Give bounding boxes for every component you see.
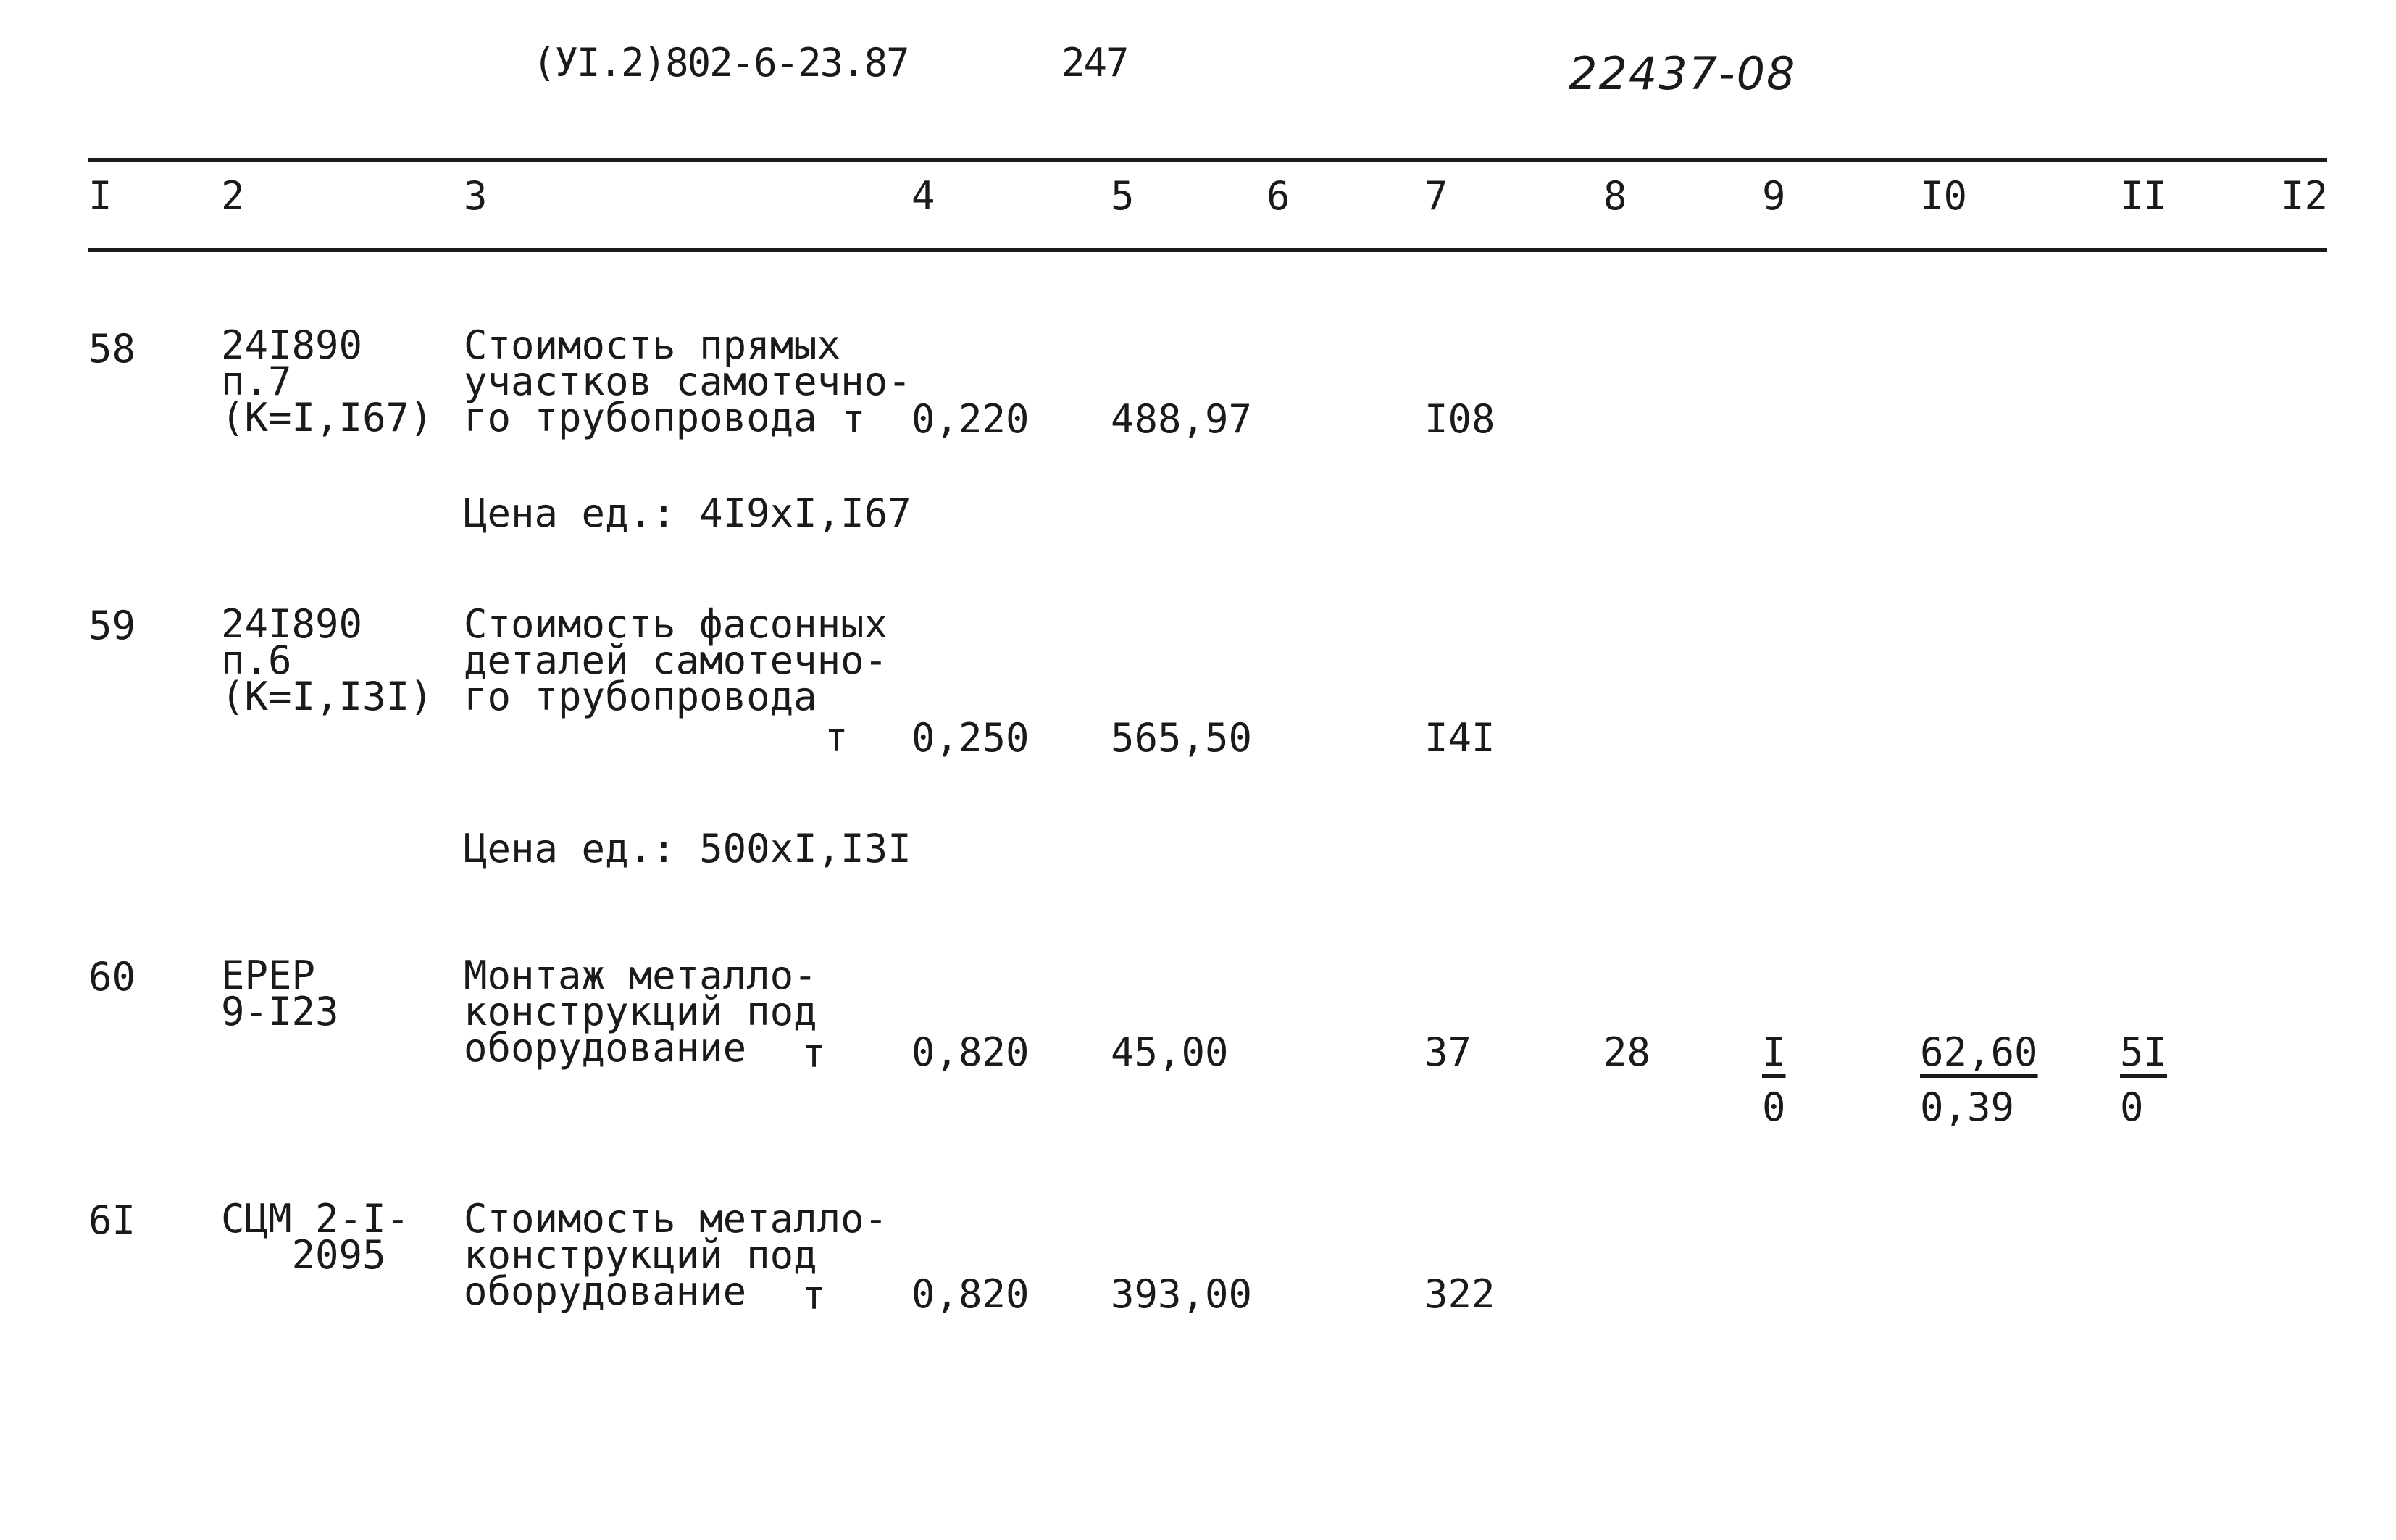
row-unit-price: 45,00 (1111, 1029, 1229, 1075)
column-header-9: 9 (1762, 173, 1786, 219)
row-number: 60 (88, 954, 136, 1000)
row-description: Стоимость прямых участков самотечно- го трубопровода (464, 322, 911, 440)
row-unit: т (825, 715, 848, 761)
row-code: ЕРЕР 9-I23 (221, 953, 339, 1034)
row-total: 322 (1424, 1271, 1495, 1317)
row-col9-bottom: 0 (1762, 1084, 1786, 1130)
row-total: I08 (1424, 396, 1495, 442)
page-number: 247 (1061, 40, 1128, 85)
column-header-6: 6 (1266, 173, 1290, 219)
row-unit: т (802, 1273, 826, 1318)
row-col10-bottom: 0,39 (1920, 1084, 2015, 1130)
row-col10-top: 62,60 (1920, 1029, 2038, 1075)
column-header-3: 3 (464, 173, 488, 219)
row-price-note: Цена ед.: 500хI,I3I (464, 826, 911, 871)
row-price-note: Цена ед.: 4I9хI,I67 (464, 490, 911, 536)
row-description: Стоимость фасонных деталей самотечно- го трубопровода (464, 601, 888, 719)
row-unit: т (802, 1031, 826, 1076)
column-header-4: 4 (911, 173, 935, 219)
column-header-8: 8 (1603, 173, 1627, 219)
column-header-7: 7 (1424, 173, 1448, 219)
column-header-10: I0 (1920, 173, 1968, 219)
header-rule-top (88, 158, 2327, 162)
column-header-12: I2 (2281, 173, 2329, 219)
row-description: Стоимость металло- конструкций под оборудование (464, 1196, 888, 1314)
header-rule-bottom (88, 248, 2327, 252)
row-col9-top: I (1762, 1029, 1786, 1075)
row-quantity: 0,250 (911, 715, 1030, 761)
row-code: 24I890 п.7 (К=I,I67) (221, 322, 433, 440)
column-header-1: I (88, 173, 112, 219)
row-quantity: 0,820 (911, 1029, 1030, 1075)
row-col11-top: 5I (2120, 1029, 2168, 1075)
row-quantity: 0,220 (911, 396, 1030, 442)
row-col11-bottom: 0 (2120, 1084, 2144, 1130)
row-code: СЦМ 2-I- 2095 (221, 1196, 410, 1278)
row-unit: т (842, 396, 866, 442)
column-header-11: II (2120, 173, 2168, 219)
row-number: 6I (88, 1197, 136, 1243)
inventory-number: 22437-08 (1569, 47, 1797, 100)
row-total: 37 (1424, 1029, 1472, 1075)
row-quantity: 0,820 (911, 1271, 1030, 1317)
row-unit-price: 565,50 (1111, 715, 1253, 761)
row-total: I4I (1424, 715, 1495, 761)
row-col8: 28 (1603, 1029, 1651, 1075)
row-unit-price: 488,97 (1111, 396, 1253, 442)
column-header-2: 2 (221, 173, 245, 219)
row-code: 24I890 п.6 (К=I,I3I) (221, 601, 433, 719)
row-number: 59 (88, 603, 136, 648)
row-number: 58 (88, 326, 136, 372)
row-description: Монтаж металло- конструкций под оборудование (464, 953, 817, 1071)
row-unit-price: 393,00 (1111, 1271, 1253, 1317)
document-code: (УI.2)802-6-23.87 (533, 40, 909, 85)
column-header-5: 5 (1111, 173, 1135, 219)
